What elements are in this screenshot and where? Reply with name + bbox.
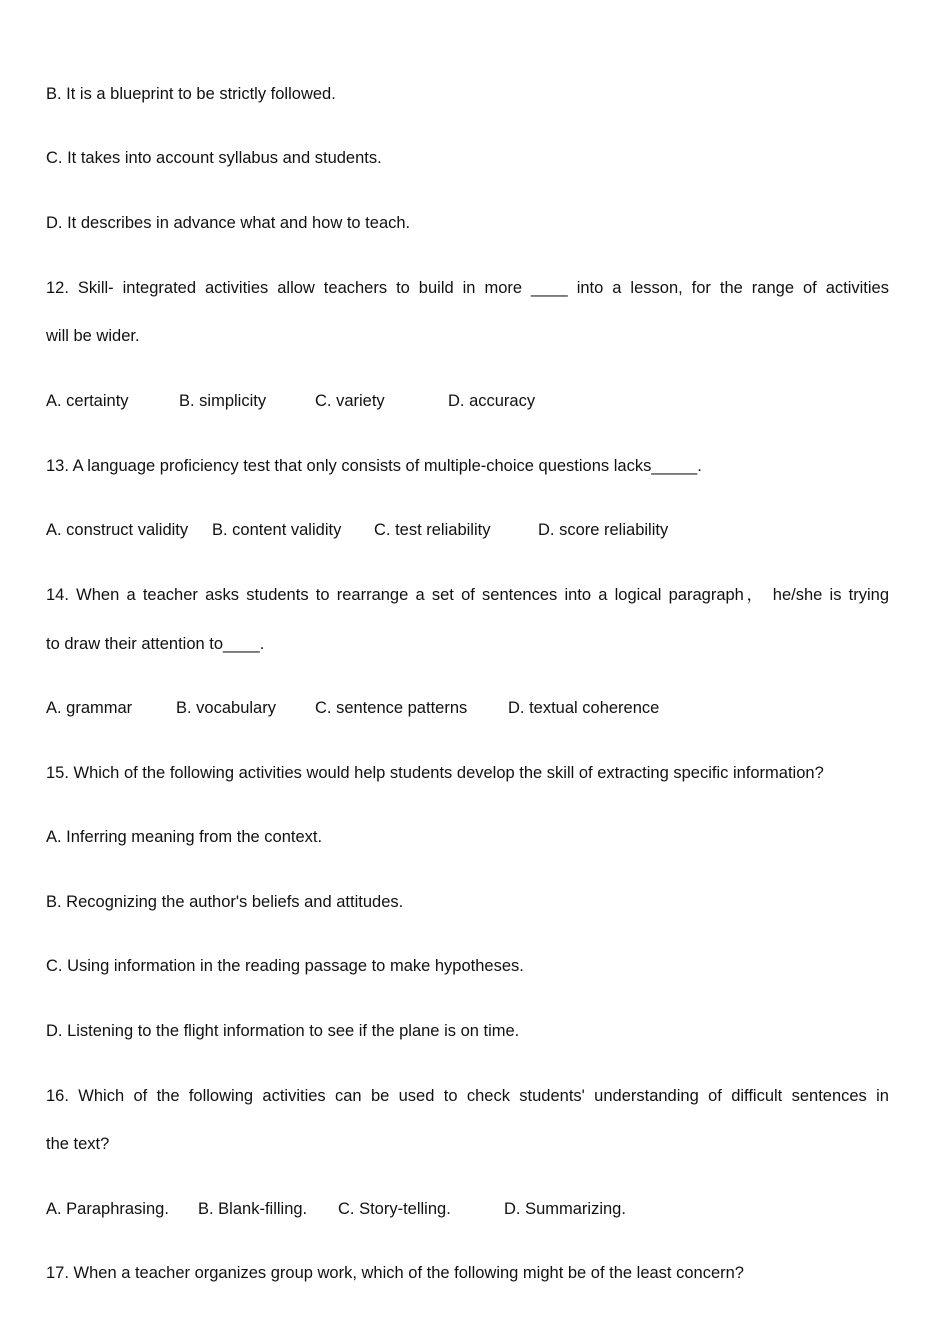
q13-stem: 13. A language proficiency test that only consists of multiple-choice questions lacks_____. — [46, 457, 702, 475]
q16-options-row — [46, 1199, 889, 1219]
q16-stem-line1: 16. Which of the following activities can be used to check students' understanding of difficult sentences in — [46, 1087, 889, 1105]
q13-options-row — [46, 520, 889, 540]
q16-option-d: D. Summarizing. — [504, 1200, 626, 1218]
q15-option-d: D. Listening to the flight information to see if the plane is on time. — [46, 1022, 520, 1040]
q12-option-c: C. variety — [315, 392, 385, 410]
q14-stem-line2: to draw their attention to____. — [46, 635, 265, 653]
q16-option-b: B. Blank-filling. — [198, 1200, 308, 1218]
q16-option-c: C. Story-telling. — [338, 1200, 451, 1218]
q12-stem-line1: 12. Skill- integrated activities allow teachers to build in more ____ into a lesson, for the range of activities — [46, 279, 889, 297]
q14-options-row — [46, 698, 889, 718]
q14-option-d: D. textual coherence — [508, 699, 660, 717]
q12-options-row — [46, 391, 889, 411]
q14-option-a: A. grammar — [46, 699, 133, 717]
q14-option-c: C. sentence patterns — [315, 699, 468, 717]
q17-stem: 17. When a teacher organizes group work, which of the following might be of the least concern? — [46, 1264, 744, 1282]
q15-option-b: B. Recognizing the author's beliefs and attitudes. — [46, 893, 404, 911]
q11-option-d: D. It describes in advance what and how to teach. — [46, 214, 411, 232]
q11-option-b: B. It is a blueprint to be strictly followed. — [46, 85, 336, 103]
q12-option-d: D. accuracy — [448, 392, 536, 410]
q16-option-a: A. Paraphrasing. — [46, 1200, 169, 1218]
q15-option-c: C. Using information in the reading passage to make hypotheses. — [46, 957, 524, 975]
q14-option-b: B. vocabulary — [176, 699, 276, 717]
q12-option-b: B. simplicity — [179, 392, 267, 410]
q14-stem-line1: 14. When a teacher asks students to rearrange a set of sentences into a logical paragraph， he/she is trying — [46, 586, 889, 604]
q13-option-d: D. score reliability — [538, 521, 669, 539]
q12-option-a: A. certainty — [46, 392, 129, 410]
q12-stem-line2: will be wider. — [46, 327, 140, 345]
q15-option-a: A. Inferring meaning from the context. — [46, 828, 323, 846]
q11-option-c: C. It takes into account syllabus and students. — [46, 149, 382, 167]
q13-option-b: B. content validity — [212, 521, 342, 539]
q15-stem: 15. Which of the following activities would help students develop the skill of extracting specific information? — [46, 764, 824, 782]
q16-stem-line2: the text? — [46, 1135, 110, 1153]
q13-option-a: A. construct validity — [46, 521, 189, 539]
q13-option-c: C. test reliability — [374, 521, 491, 539]
